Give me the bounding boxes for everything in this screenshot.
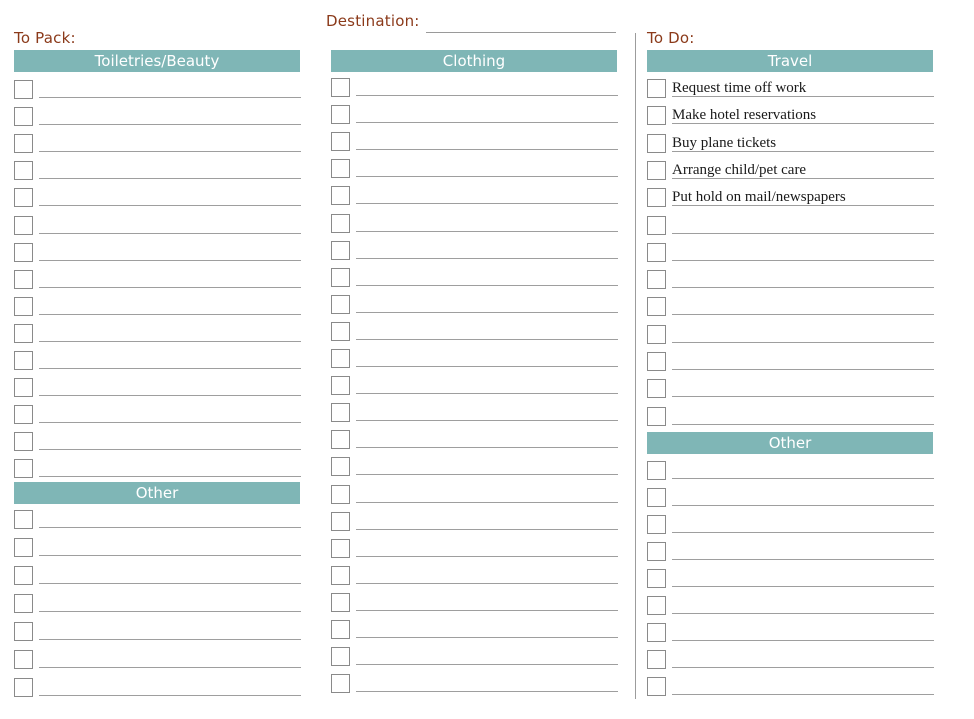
checklist-row (331, 403, 618, 423)
write-in-line[interactable] (672, 505, 934, 506)
checklist-row (14, 297, 301, 317)
write-in-line[interactable] (39, 287, 301, 288)
checkbox[interactable] (331, 295, 350, 314)
write-in-line[interactable] (39, 476, 301, 477)
write-in-line[interactable] (356, 610, 618, 611)
checkbox[interactable] (14, 107, 33, 126)
write-in-line[interactable] (39, 449, 301, 450)
checklist-row (647, 379, 934, 399)
write-in-line[interactable] (356, 447, 618, 448)
write-in-line[interactable] (356, 393, 618, 394)
checkbox[interactable] (14, 134, 33, 153)
checkbox[interactable] (14, 678, 33, 697)
checklist-row (647, 596, 934, 616)
checklist-row (14, 188, 301, 208)
write-in-line[interactable] (39, 124, 301, 125)
checklist-row (14, 378, 301, 398)
checklist-row (331, 485, 618, 505)
write-in-line[interactable] (356, 691, 618, 692)
write-in-line[interactable] (39, 314, 301, 315)
write-in-line[interactable] (39, 97, 301, 98)
checklist-row (647, 569, 934, 589)
checkbox[interactable] (331, 105, 350, 124)
checkbox[interactable] (14, 297, 33, 316)
write-in-line[interactable] (672, 260, 934, 261)
write-in-line[interactable] (672, 287, 934, 288)
checkbox[interactable] (331, 268, 350, 287)
write-in-line[interactable] (356, 664, 618, 665)
checkbox[interactable] (647, 188, 666, 207)
write-in-line[interactable] (356, 583, 618, 584)
checkbox[interactable] (647, 243, 666, 262)
checklist-row (331, 78, 618, 98)
checkbox[interactable] (14, 510, 33, 529)
task-text: Arrange child/pet care (672, 162, 807, 178)
write-in-line[interactable] (672, 233, 934, 234)
checkbox[interactable] (647, 79, 666, 98)
write-in-line[interactable] (672, 586, 934, 587)
checkbox[interactable] (331, 512, 350, 531)
write-in-line[interactable] (39, 151, 301, 152)
checkbox[interactable] (331, 457, 350, 476)
checklist-row (331, 430, 618, 450)
checkbox[interactable] (647, 270, 666, 289)
write-in-line[interactable] (356, 502, 618, 503)
checklist-row (331, 214, 618, 234)
pack-other-header: Other (14, 482, 300, 504)
write-in-line[interactable] (39, 233, 301, 234)
write-in-line[interactable] (356, 339, 618, 340)
checkbox[interactable] (647, 542, 666, 561)
task-text: Put hold on mail/newspapers (672, 189, 846, 205)
checklist-row (647, 488, 934, 508)
write-in-line[interactable] (672, 640, 934, 641)
checkbox[interactable] (647, 488, 666, 507)
checklist-row (647, 188, 934, 208)
write-in-line[interactable] (39, 395, 301, 396)
checklist-row (331, 647, 618, 667)
write-in-line[interactable] (356, 474, 618, 475)
write-in-line[interactable] (356, 122, 618, 123)
write-in-line[interactable] (356, 231, 618, 232)
checklist-row (14, 622, 301, 642)
checkbox[interactable] (331, 593, 350, 612)
checkbox[interactable] (647, 134, 666, 153)
column-divider (635, 33, 636, 699)
clothing-header: Clothing (331, 50, 617, 72)
write-in-line[interactable] (672, 342, 934, 343)
checklist-row (14, 566, 301, 586)
toiletries-header: Toiletries/Beauty (14, 50, 300, 72)
checklist-row (647, 407, 934, 427)
travel-header: Travel (647, 50, 933, 72)
checklist-row (331, 349, 618, 369)
write-in-line[interactable] (39, 341, 301, 342)
checkbox[interactable] (14, 566, 33, 585)
checkbox[interactable] (647, 623, 666, 642)
checklist-row (331, 566, 618, 586)
checkbox[interactable] (14, 538, 33, 557)
checklist-row (647, 216, 934, 236)
task-text: Request time off work (672, 80, 807, 96)
checklist-row (14, 216, 301, 236)
write-in-line[interactable] (356, 556, 618, 557)
write-in-line[interactable] (356, 95, 618, 96)
checkbox[interactable] (14, 270, 33, 289)
checkbox[interactable] (331, 566, 350, 585)
checklist-row (647, 352, 934, 372)
write-in-line[interactable] (39, 611, 301, 612)
checklist-row (331, 268, 618, 288)
checklist-row (14, 405, 301, 425)
checklist-row (331, 376, 618, 396)
write-in-line[interactable] (39, 422, 301, 423)
checkbox[interactable] (331, 78, 350, 97)
checklist-row (331, 186, 618, 206)
checklist-row (331, 159, 618, 179)
checklist-row (647, 623, 934, 643)
write-in-line[interactable] (672, 532, 934, 533)
checklist-row (647, 542, 934, 562)
checklist-row (14, 510, 301, 530)
checklist-row (14, 594, 301, 614)
checklist-row (331, 105, 618, 125)
to-do-label: To Do: (647, 29, 695, 47)
checkbox[interactable] (331, 539, 350, 558)
checklist-row (331, 674, 618, 694)
checkbox[interactable] (647, 650, 666, 669)
checklist-row (647, 297, 934, 317)
checklist-row (14, 678, 301, 698)
checkbox[interactable] (331, 349, 350, 368)
checkbox[interactable] (331, 674, 350, 693)
checkbox[interactable] (331, 214, 350, 233)
checkbox[interactable] (14, 161, 33, 180)
checklist-row (647, 134, 934, 154)
checkbox[interactable] (14, 324, 33, 343)
checklist-row (331, 295, 618, 315)
checkbox[interactable] (14, 216, 33, 235)
checkbox[interactable] (647, 106, 666, 125)
checklist-row (647, 461, 934, 481)
write-in-line[interactable] (356, 149, 618, 150)
checklist-row (14, 324, 301, 344)
task-text: Make hotel reservations (672, 107, 817, 123)
checkbox[interactable] (331, 241, 350, 260)
checkbox[interactable] (647, 407, 666, 426)
checkbox[interactable] (647, 596, 666, 615)
checklist-row (331, 241, 618, 261)
checklist-row (647, 270, 934, 290)
checklist-row (14, 243, 301, 263)
checklist-row (647, 650, 934, 670)
write-in-line[interactable] (672, 559, 934, 560)
checklist-row (14, 459, 301, 479)
checklist-row (14, 351, 301, 371)
checkbox[interactable] (331, 376, 350, 395)
write-in-line[interactable] (39, 555, 301, 556)
checkbox[interactable] (647, 515, 666, 534)
checkbox[interactable] (647, 461, 666, 480)
checkbox[interactable] (647, 569, 666, 588)
destination-label: Destination: (326, 12, 420, 30)
checklist-row (647, 161, 934, 181)
write-in-line[interactable] (672, 667, 934, 668)
checklist-row (14, 134, 301, 154)
checkbox[interactable] (14, 432, 33, 451)
checklist-row (14, 650, 301, 670)
write-in-line[interactable] (356, 420, 618, 421)
checkbox[interactable] (331, 159, 350, 178)
checkbox[interactable] (331, 132, 350, 151)
checklist-row (331, 132, 618, 152)
checklist-row (14, 432, 301, 452)
write-in-line[interactable] (39, 583, 301, 584)
write-in-line[interactable] (356, 312, 618, 313)
checklist-row (647, 677, 934, 697)
checkbox[interactable] (14, 459, 33, 478)
write-in-line[interactable] (672, 694, 934, 695)
write-in-line[interactable] (39, 260, 301, 261)
write-in-line[interactable] (39, 368, 301, 369)
checkbox[interactable] (14, 622, 33, 641)
write-in-line[interactable] (356, 529, 618, 530)
checkbox[interactable] (14, 243, 33, 262)
checkbox[interactable] (331, 485, 350, 504)
checkbox[interactable] (647, 297, 666, 316)
write-in-line[interactable] (672, 478, 934, 479)
checkbox[interactable] (14, 80, 33, 99)
checklist-row (647, 106, 934, 126)
write-in-line[interactable] (356, 203, 618, 204)
checkbox[interactable] (14, 188, 33, 207)
checkbox[interactable] (331, 403, 350, 422)
checkbox[interactable] (647, 216, 666, 235)
checklist-row (14, 161, 301, 181)
checkbox[interactable] (647, 677, 666, 696)
checkbox[interactable] (647, 161, 666, 180)
write-in-line[interactable] (39, 205, 301, 206)
checklist-row (14, 270, 301, 290)
checkbox[interactable] (331, 322, 350, 341)
checkbox[interactable] (331, 620, 350, 639)
checkbox[interactable] (14, 378, 33, 397)
task-text: Buy plane tickets (672, 135, 777, 151)
checkbox[interactable] (14, 650, 33, 669)
checklist-row (331, 620, 618, 640)
checklist-row (331, 322, 618, 342)
checkbox[interactable] (331, 430, 350, 449)
checkbox[interactable] (14, 594, 33, 613)
write-in-line[interactable] (672, 613, 934, 614)
checklist-row (331, 593, 618, 613)
write-in-line[interactable] (672, 314, 934, 315)
write-in-line[interactable] (39, 639, 301, 640)
write-in-line[interactable] (356, 258, 618, 259)
todo-other-header: Other (647, 432, 933, 454)
checklist-row (647, 243, 934, 263)
write-in-line[interactable] (356, 366, 618, 367)
checkbox[interactable] (14, 405, 33, 424)
write-in-line[interactable] (672, 369, 934, 370)
checkbox[interactable] (647, 352, 666, 371)
write-in-line[interactable] (39, 667, 301, 668)
checklist-row (647, 515, 934, 535)
checklist-row (331, 512, 618, 532)
checklist-row (14, 107, 301, 127)
write-in-line[interactable] (672, 424, 934, 425)
write-in-line[interactable] (39, 527, 301, 528)
checkbox[interactable] (331, 186, 350, 205)
to-pack-label: To Pack: (14, 29, 76, 47)
checklist-row (14, 538, 301, 558)
destination-field-line[interactable] (426, 32, 616, 33)
checklist-row (331, 539, 618, 559)
checkbox[interactable] (14, 351, 33, 370)
checklist-row (14, 80, 301, 100)
write-in-line[interactable] (39, 695, 301, 696)
write-in-line[interactable] (356, 285, 618, 286)
checklist-row (647, 325, 934, 345)
checkbox[interactable] (647, 379, 666, 398)
checkbox[interactable] (331, 647, 350, 666)
checklist-row (647, 79, 934, 99)
checklist-row (331, 457, 618, 477)
checkbox[interactable] (647, 325, 666, 344)
write-in-line[interactable] (39, 178, 301, 179)
write-in-line[interactable] (356, 176, 618, 177)
write-in-line[interactable] (672, 396, 934, 397)
write-in-line[interactable] (356, 637, 618, 638)
